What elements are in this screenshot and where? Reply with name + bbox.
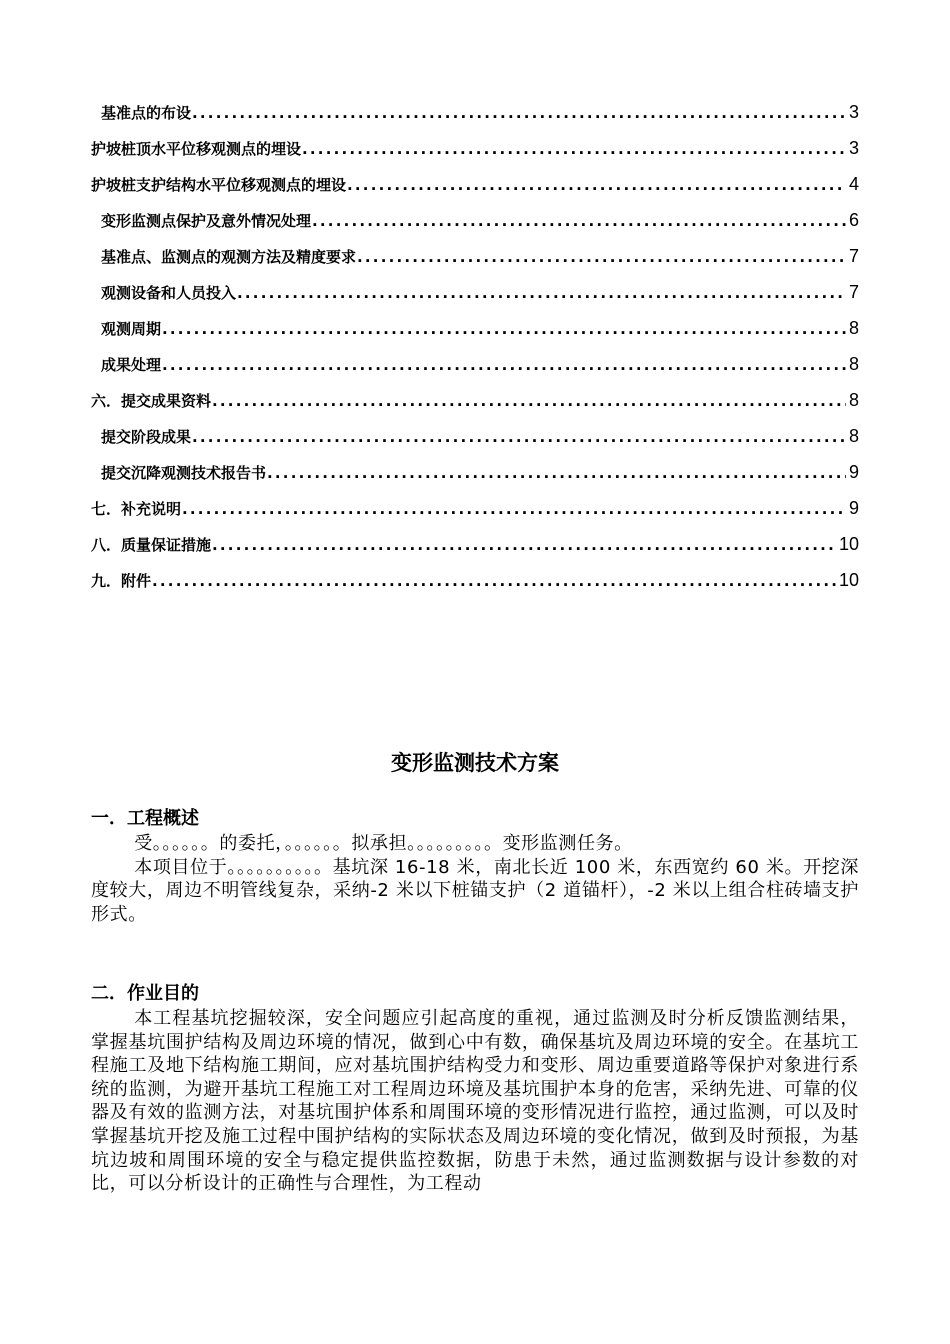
toc-entry-label: 观测设备和人员投入 [101,284,237,302]
paragraph: 本工程基坑挖掘较深，安全问题应引起高度的重视，通过监测及时分析反馈监测结果，掌握基坑围护结构及周边环境的情况，做到心中有数，确保基坑及周边环境的安全。在基坑工程施工及地下结构施工期间，应对基坑围护结构受力和变形、周边重要道路等保护对象进行系统的监测，为避开基坑工程施工对工程周边环境及基坑围护本身的危害，采纳先进、可靠的仪器及有效的监测方法，对基坑围护体系和周围环境的变形情况进行监控，通过监测，可以及时掌握基坑开挖及施工过程中围护结构的实际状态及周边环境的变化情况，做到及时预报，为基坑边坡和周围环境的安全与稳定提供监控数据，防患于未然，通过监测数据与设计参数的对比，可以分析设计的正确性与合理性，为工程动 [91,1008,859,1195]
toc-leader-dots [152,569,836,593]
toc-entry-label: 八．质量保证措施 [91,536,212,554]
toc-entry-label: 基准点的布设 [101,104,192,122]
toc-leader-dots [267,461,846,485]
toc-leader-dots [312,209,846,233]
toc-entry[interactable] [91,460,859,496]
toc-entry-label: 九．附件 [91,572,152,590]
toc-leader-dots [357,245,846,269]
toc-entry-page: 6 [848,210,859,230]
toc-entry-page: 10 [838,570,859,590]
toc-entry[interactable] [91,424,859,460]
section-heading: 二．作业目的 [91,983,199,1004]
toc-entry-page: 3 [848,138,859,158]
toc-entry[interactable] [91,532,859,568]
toc-entry[interactable] [91,388,859,424]
toc-entry[interactable] [91,244,859,280]
toc-entry-page: 9 [848,462,859,482]
toc-entry-label: 护坡桩顶水平位移观测点的埋设 [91,140,302,158]
toc-entry-label: 基准点、监测点的观测方法及精度要求 [101,248,357,266]
toc-entry-label: 提交沉降观测技术报告书 [101,464,267,482]
section-overview [91,806,859,926]
toc-leader-dots [182,497,846,521]
toc-entry-label: 观测周期 [101,320,162,338]
document-title: 变形监测技术方案 [391,751,559,775]
toc-entry-page: 4 [848,174,859,194]
toc-entry-page: 8 [848,318,859,338]
toc-entry-label: 七．补充说明 [91,500,182,518]
toc-entry-page: 3 [848,102,859,122]
toc-entry-page: 9 [848,498,859,518]
toc-entry-label: 成果处理 [101,356,162,374]
toc-entry[interactable] [91,568,859,604]
toc-entry[interactable] [91,136,859,172]
toc-entry-label: 六．提交成果资料 [91,392,212,410]
toc-entry[interactable] [91,316,859,352]
toc-leader-dots [237,281,846,305]
section-purpose [91,981,859,1196]
toc-leader-dots [192,425,846,449]
toc-entry-page: 8 [848,426,859,446]
toc-entry[interactable] [91,100,859,136]
toc-entry-page: 8 [848,354,859,374]
toc-entry-page: 7 [848,282,859,302]
toc-leader-dots [302,137,846,161]
toc-entry-label: 提交阶段成果 [101,428,192,446]
toc-leader-dots [212,389,846,413]
toc-entry-label: 变形监测点保护及意外情况处理 [101,212,312,230]
toc-leader-dots [192,101,846,125]
paragraph: 本项目位于。。。。。。。。。。基坑深 16-18 米，南北长近 100 米，东西宽约 60 米。开挖深度较大，周边不明管线复杂，采纳-2 米以下桩锚支护（2 道锚杆），-2 米以上组合柱砖墙支护形式。 [91,856,859,925]
section-heading: 一．工程概述 [91,808,199,829]
toc-leader-dots [162,353,846,377]
toc-leader-dots [347,173,846,197]
toc-leader-dots [212,533,836,557]
toc-entry[interactable] [91,208,859,244]
toc-entry[interactable] [91,172,859,208]
toc-entry-label: 护坡桩支护结构水平位移观测点的埋设 [91,176,347,194]
table-of-contents [91,100,859,604]
toc-entry-page: 10 [838,534,859,554]
toc-entry[interactable] [91,352,859,388]
toc-entry-page: 7 [848,246,859,266]
toc-entry[interactable] [91,280,859,316]
paragraph: 受。。。。。。的委托，。。。。。。拟承担。。。。。。。。。变形监测任务。 [134,833,633,854]
toc-entry[interactable] [91,496,859,532]
toc-leader-dots [162,317,846,341]
toc-entry-page: 8 [848,390,859,410]
